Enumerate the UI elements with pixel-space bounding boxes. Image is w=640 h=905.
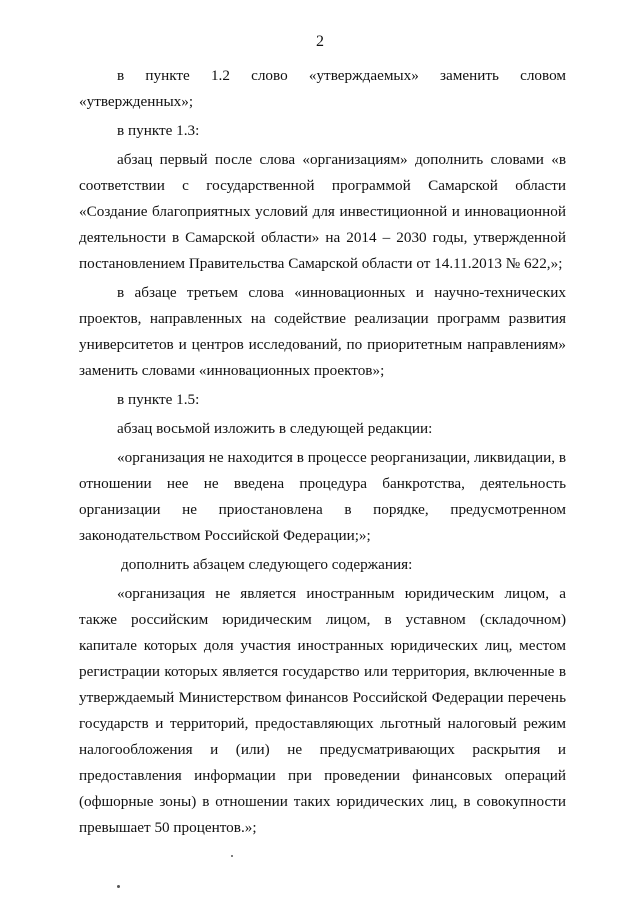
scan-speck — [231, 855, 233, 857]
paragraph-2: в пункте 1.3: — [117, 122, 200, 139]
paragraph-7: «организация не находится в процессе реорганизации, ликвидации, в отношении нее не введена процедура банкротства, деятельность организации не приостановлена в порядке, предусмотренном законодательством Российской Федерации;»; — [79, 449, 566, 544]
paragraph-6: абзац восьмой изложить в следующей редакции: — [117, 420, 433, 437]
document-body — [79, 63, 566, 841]
paragraph-8: дополнить абзацем следующего содержания: — [121, 556, 413, 573]
paragraph-9: «организация не является иностранным юридическим лицом, а также российским юридическим лицом, в уставном (складочном) капитале которых доля участия иностранных юридических лиц, местом регистрации которых является государство или территория, включенные в утверждаемый Министерством финансов Российской Федерации перечень государств и территорий, предоставляющих льготный налоговый режим налогообложения и (или) не предусматривающих раскрытия и предоставления информации при проведении финансовых операций (офшорные зоны) в отношении таких юридических лиц, в совокупности превышает 50 процентов.»; — [79, 585, 566, 836]
paragraph-1b: «утвержденных»; — [79, 93, 194, 110]
paragraph-3: абзац первый после слова «организациям» дополнить словами «в соответствии с государственной программой Самарской области «Создание благоприятных условий для инвестиционной и инновационной деятельности в Самарской области» на 2014 – 2030 годы, утвержденной постановлением Правительства Самарской области от 14.11.2013 № 622,»; — [79, 151, 566, 272]
paragraph-1a: в пункте 1.2 слово «утверждаемых» заменить словом — [117, 67, 566, 84]
paragraph-4: в абзаце третьем слова «инновационных и научно-технических проектов, направленных на содействие реализации программ развития университетов и центров исследований, по приоритетным направлениям» заменить словами «инновационных проектов»; — [79, 284, 566, 379]
scan-speck — [117, 885, 120, 888]
paragraph-5: в пункте 1.5: — [117, 391, 200, 408]
page-number: 2 — [316, 33, 324, 50]
